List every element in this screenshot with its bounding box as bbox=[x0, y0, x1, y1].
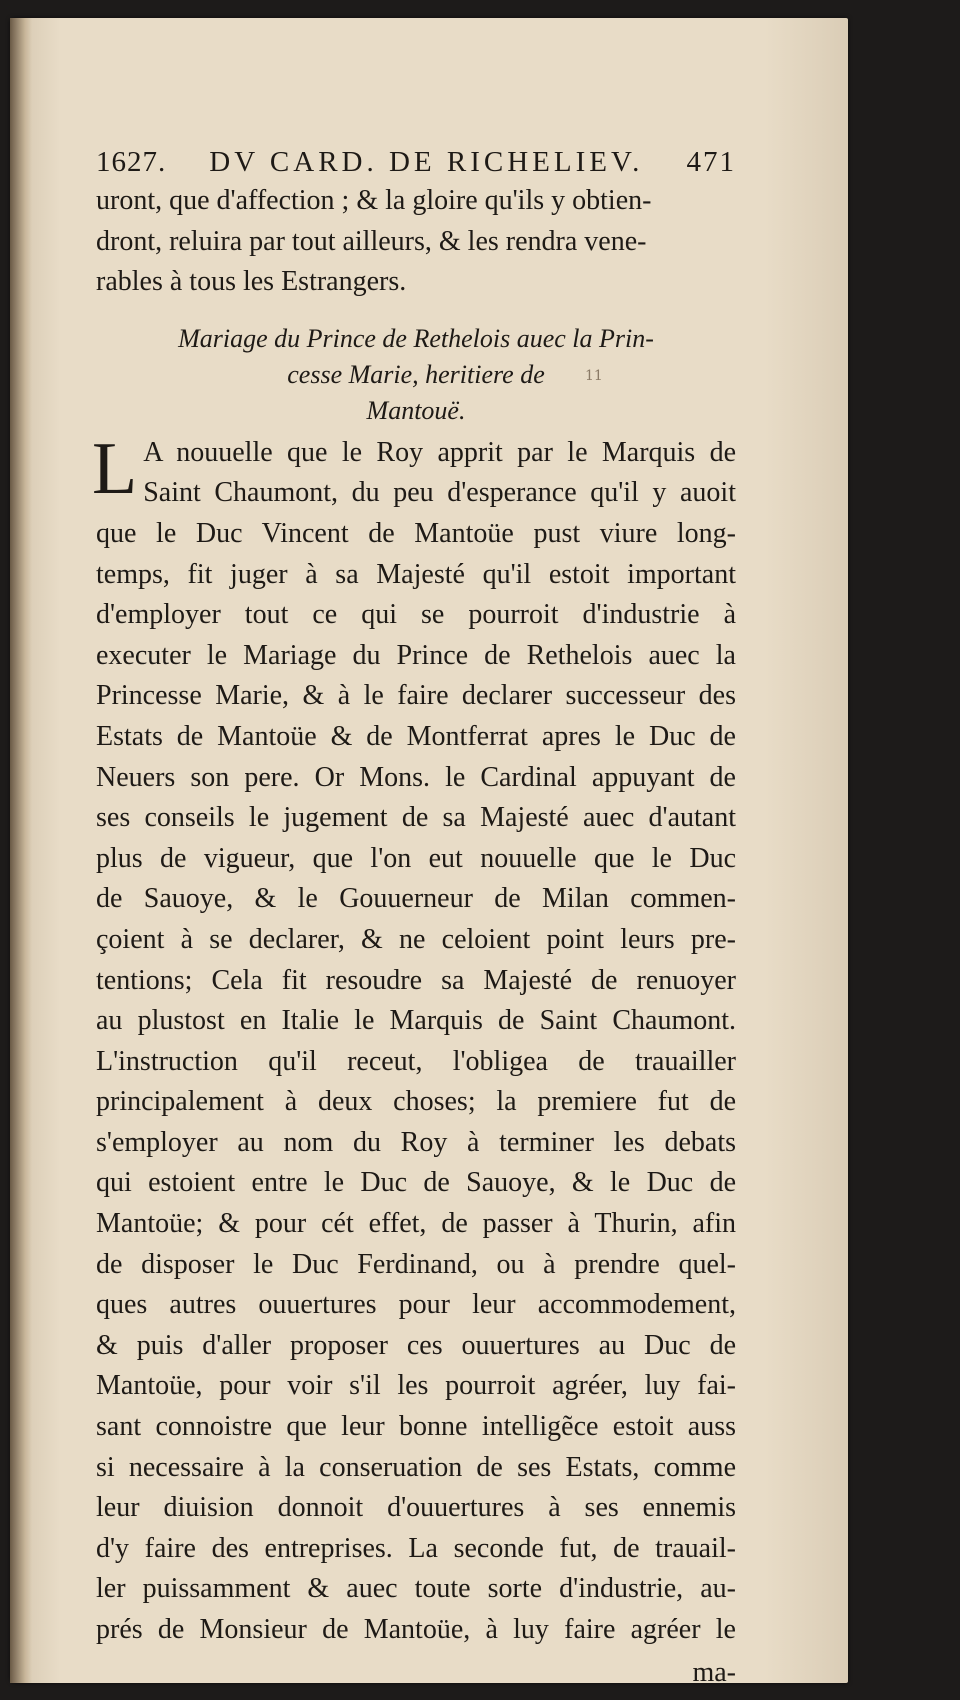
text-line: d'employer tout ce qui se pourroit d'industrie à bbox=[96, 599, 736, 631]
text-line: sant connoistre que leur bonne intelligẽce estoit auss bbox=[96, 1411, 736, 1443]
text-line: prés de Monsieur de Mantoüe, à luy faire agréer le bbox=[96, 1614, 736, 1645]
text-line: L'instruction qu'il receut, l'obligea de trauailler bbox=[96, 1045, 736, 1077]
text-line: leur diuision donnoit d'ouuertures à ses ennemis bbox=[96, 1492, 736, 1524]
text-line: dront, reluira par tout ailleurs, & les rendra vene- bbox=[96, 225, 647, 257]
text-line: s'employer au nom du Roy à terminer les debats bbox=[96, 1126, 736, 1158]
text-line: principalement à deux choses; la premiere fut de bbox=[96, 1086, 736, 1118]
opening-paragraph bbox=[96, 181, 736, 303]
text-line: executer le Mariage du Prince de Rethelois auec la bbox=[96, 639, 736, 671]
heading-line: Mantouë. bbox=[366, 395, 466, 425]
text-block bbox=[92, 146, 736, 1689]
page-gutter bbox=[10, 18, 32, 1683]
heading-line: Mariage du Prince de Rethelois auec la Prin- bbox=[178, 323, 654, 353]
text-line: que le Duc Vincent de Mantoüe pust viure long- bbox=[96, 517, 736, 549]
text-line: ses conseils le jugement de sa Majesté auec d'autant bbox=[96, 802, 736, 834]
text-line: Neuers son pere. Or Mons. le Cardinal appuyant de bbox=[96, 761, 736, 793]
text-line: si necessaire à la conseruation de ses Estats, comme bbox=[96, 1451, 736, 1483]
heading-line: cesse Marie, heritiere de bbox=[287, 359, 545, 389]
running-head-year: 1627. bbox=[96, 146, 167, 178]
text-line: de Sauoye, & le Gouuerneur de Milan commen- bbox=[96, 883, 736, 915]
text-line: d'y faire des entreprises. La seconde fut, de trauail- bbox=[96, 1532, 736, 1564]
running-head-title: DV CARD. DE RICHELIEV. bbox=[209, 146, 644, 178]
text-line: temps, fit juger à sa Majesté qu'il estoit important bbox=[96, 558, 736, 590]
drop-capital: L bbox=[92, 427, 138, 510]
text-line: Mantoüe; & pour cét effet, de passer à Thurin, afin bbox=[96, 1208, 736, 1240]
text-line: Princesse Marie, & à le faire declarer successeur des bbox=[96, 680, 736, 712]
text-line: de disposer le Duc Ferdinand, ou à prendre quel- bbox=[96, 1248, 736, 1280]
text-line: A nouuelle que le Roy apprit par le Marquis de bbox=[143, 436, 736, 468]
text-line: uront, que d'affection ; & la gloire qu'ils y obtien- bbox=[96, 185, 652, 216]
text-line: Estats de Mantoüe & de Montferrat apres le Duc de bbox=[96, 720, 736, 752]
section-heading bbox=[96, 321, 736, 429]
text-line: tentions; Cela fit resoudre sa Majesté de renuoyer bbox=[96, 964, 736, 996]
page-number: 471 bbox=[686, 146, 736, 178]
text-line: qui estoient entre le Duc de Sauoye, & le Duc de bbox=[96, 1167, 736, 1199]
running-head bbox=[96, 146, 736, 179]
catchword: ma- bbox=[692, 1656, 736, 1688]
text-line: Saint Chaumont, du peu d'esperance qu'il y auoit bbox=[143, 477, 736, 509]
text-line: & puis d'aller proposer ces ouuertures au Duc de bbox=[96, 1329, 736, 1361]
text-line: au plustost en Italie le Marquis de Saint Chaumont. bbox=[96, 1005, 736, 1037]
book-page bbox=[10, 18, 848, 1688]
body-text bbox=[92, 427, 736, 1651]
text-line: plus de vigueur, que l'on eut nouuelle que le Duc bbox=[96, 842, 736, 874]
text-line: ques autres ouuertures pour leur accommodement, bbox=[96, 1289, 736, 1321]
text-line: Mantoüe, pour voir s'il les pourroit agréer, luy fai- bbox=[96, 1370, 736, 1402]
margin-mark: 11 bbox=[585, 368, 603, 384]
text-line: ler puissamment & auec toute sorte d'industrie, au- bbox=[96, 1573, 736, 1605]
text-line: rables à tous les Estrangers. bbox=[96, 266, 407, 298]
text-line: çoient à se declarer, & ne celoient point leurs pre- bbox=[96, 923, 736, 955]
